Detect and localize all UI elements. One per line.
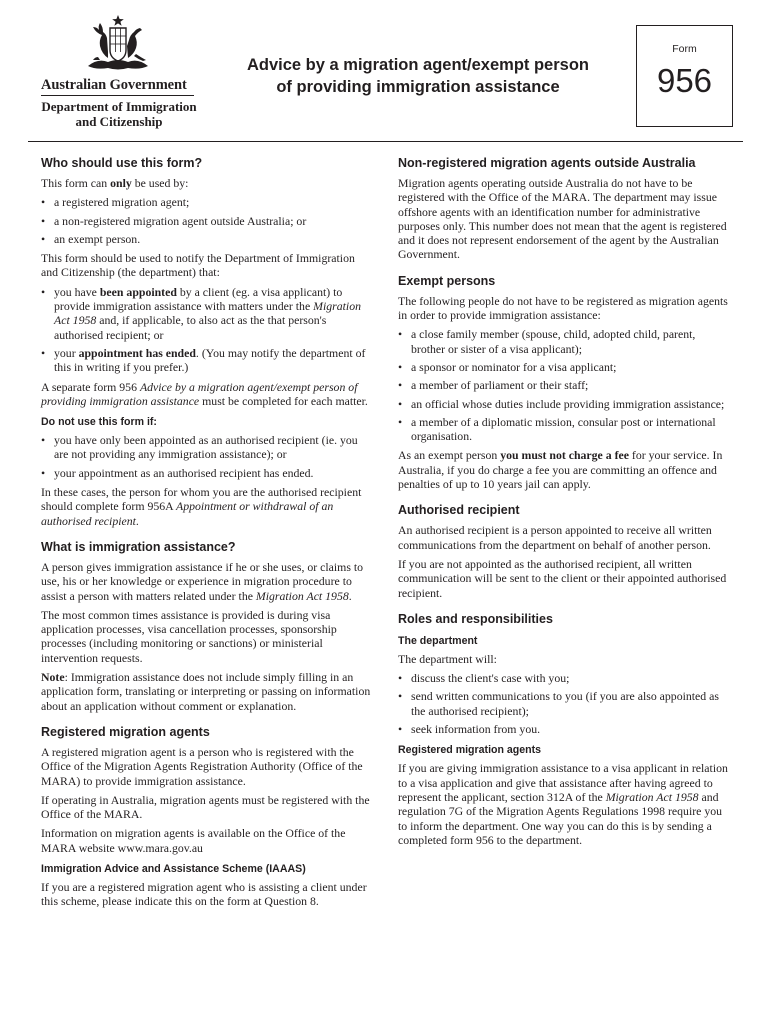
list-item: • a member of a diplomatic mission, consular post or international organisation. [398, 415, 732, 444]
list-item: • a close family member (spouse, child, adopted child, parent, brother or sister of a visa applicant); [398, 327, 732, 356]
act-name: Migration Act 1958 [605, 789, 699, 804]
list-item: • a registered migration agent; [41, 195, 373, 209]
roles-heading: Roles and responsibilities [398, 611, 553, 626]
do-not-heading: Do not use this form if: [41, 416, 157, 429]
who-heading: Who should use this form? [41, 156, 203, 170]
list-item: • a sponsor or nominator for a visa applicant; [398, 360, 732, 374]
exempt-list [398, 327, 732, 443]
emphasis-text: you must not charge a fee [500, 448, 629, 463]
form-title [232, 54, 604, 98]
registered-paragraph-2: If operating in Australia, migration agents must be registered with the Office of the MARA. [41, 792, 370, 822]
coat-of-arms-icon [80, 14, 156, 74]
authorised-recipient-heading: Authorised recipient [398, 503, 520, 518]
text-run: and, if applicable, to also act as the that person's authorised recipient; or [54, 313, 327, 342]
exempt-intro: The following people do not have to be registered as migration agents in order to provide immigration assistance: [398, 293, 728, 323]
registered-paragraph-3: Information on migration agents is available on the Office of the MARA website www.mara.gov.au [41, 826, 346, 855]
form-number: 956 [656, 62, 713, 99]
act-name: Migration Act 1958 [54, 299, 361, 328]
separate-form-note [41, 380, 373, 409]
list-item: • send written communications to you (if you are also appointed as the authorised recipient); [398, 689, 732, 718]
emphasis-text: been appointed [99, 284, 177, 299]
text-run: for your service. In Australia, if you do charge a fee you are committing an offence and penalties of up to 10 years jail can apply. [398, 448, 723, 492]
form-number-box [636, 25, 733, 127]
text-run: This form can [41, 176, 111, 190]
form-label: Form [672, 43, 697, 55]
list-item [41, 346, 373, 375]
text-run: If you are giving immigration assistance to a visa applicant in relation to a visa application and give that assistance after having agreed to represent the applicant, section 312A of the [398, 761, 728, 804]
left-column [41, 154, 373, 914]
text-run: by a client (eg. a visa applicant) to provide immigration assistance with matters under the [54, 284, 343, 314]
text-run: must be completed for each matter. [199, 393, 368, 408]
list-item: • seek information from you. [398, 722, 732, 736]
text-run: your [54, 345, 79, 360]
who-list [41, 195, 373, 246]
government-rule [41, 95, 194, 96]
text-run: be used by: [131, 176, 189, 190]
form-name: Advice by a migration agent/exempt person of providing immigration assistance [41, 379, 358, 408]
list-item: • you have only been appointed as an authorised recipient (ie. you are not providing any immigration assistance); or [41, 433, 373, 462]
list-item [41, 285, 373, 342]
note-label: Note [41, 670, 65, 685]
header-divider [28, 141, 743, 142]
text-run: A person gives immigration assistance if he or she uses, or claims to use, his or her knowledge or experience in migration procedure to assist a person with matters related under the [41, 559, 364, 603]
text-run: . [135, 513, 139, 528]
list-item: • a member of parliament or their staff; [398, 378, 732, 392]
what-paragraph-1 [41, 560, 373, 603]
text-run: In these cases, the person for whom you are the authorised recipient should complete form 956A [41, 485, 362, 514]
emphasis-text: only [110, 176, 132, 190]
authorised-paragraph-2: If you are not appointed as the authorised recipient, all written communication will be sent to the client or their appointed authorised recipient. [398, 556, 727, 600]
iaaas-paragraph: If you are a registered migration agent who is assisting a client under this scheme, please indicate this on the form at Question 8. [41, 879, 367, 909]
text-run: A separate form 956 [41, 379, 140, 394]
do-not-list [41, 433, 373, 480]
text-run: you have [54, 284, 100, 299]
text-run: As an exempt person [398, 448, 501, 463]
department-line-1: Department of Immigration [41, 99, 197, 114]
text-run: : Immigration assistance does not include simply filling in an application form, translating or interpreting or passing on information about an application without comment or explanation. [41, 670, 371, 713]
exempt-heading: Exempt persons [398, 273, 496, 288]
department-line-2: and Citizenship [75, 114, 163, 129]
in-these-cases [41, 485, 373, 528]
text-run: . [348, 588, 352, 603]
department-list [398, 671, 732, 736]
registered-paragraph-1: A registered migration agent is a person who is registered with the Office of the Migration Agents Registration Authority (Office of the MARA) to provide immigration assistance. [41, 744, 363, 788]
government-name: Australian Government [41, 77, 187, 93]
right-column [398, 154, 732, 852]
registered-agents-heading: Registered migration agents [41, 724, 210, 739]
form-title-line-2: of providing immigration assistance [276, 78, 560, 96]
act-name: Migration Act 1958 [255, 588, 349, 603]
notify-list [41, 285, 373, 375]
what-heading: What is immigration assistance? [41, 539, 236, 554]
text-run: . (You may notify the department of this in writing if you prefer.) [54, 345, 366, 375]
text-run: and regulation 7G of the Migration Agents Regulations 1998 require you to inform the department. One way you can do this is by sending a completed form 956 to the department. [398, 789, 723, 847]
page-header [0, 0, 768, 142]
rma-paragraph [398, 761, 732, 847]
form-name: Appointment or withdrawal of an authorised recipient [41, 499, 334, 528]
who-intro [41, 176, 373, 190]
list-item: • your appointment as an authorised recipient has ended. [41, 466, 373, 480]
list-item: • an official whose duties include providing immigration assistance; [398, 397, 732, 411]
department-subheading: The department [398, 634, 478, 647]
what-note [41, 670, 373, 713]
notify-intro: This form should be used to notify the Department of Immigration and Citizenship (the department) that: [41, 251, 355, 280]
form-title-line-1: Advice by a migration agent/exempt person [246, 56, 589, 74]
list-item: • an exempt person. [41, 232, 373, 246]
exempt-fee-warning [398, 448, 732, 491]
emphasis-text: appointment has ended [78, 345, 196, 360]
non-registered-paragraph: Migration agents operating outside Australia do not have to be registered with the Office of the MARA. The department may issue offshore agents with an identification number for administrative purposes only. This number does not mean that the agent is registered and it does not represent endorsement of the agent by the Australian Government. [398, 176, 727, 262]
list-item: • a non-registered migration agent outside Australia; or [41, 214, 373, 228]
department-intro: The department will: [398, 651, 497, 666]
rma-subheading: Registered migration agents [398, 744, 542, 757]
what-paragraph-2: The most common times assistance is provided is during visa application processes, visa cancellation processes, sponsorship processes (including monitoring or sanctions) or ministerial intervention requests. [41, 607, 337, 665]
iaaas-heading: Immigration Advice and Assistance Scheme (IAAAS) [41, 862, 306, 875]
list-item: • discuss the client's case with you; [398, 671, 732, 685]
non-registered-heading: Non-registered migration agents outside Australia [398, 156, 696, 170]
authorised-paragraph-1: An authorised recipient is a person appointed to receive all written communications from the department on behalf of another person. [398, 523, 712, 552]
department-name [39, 99, 199, 129]
